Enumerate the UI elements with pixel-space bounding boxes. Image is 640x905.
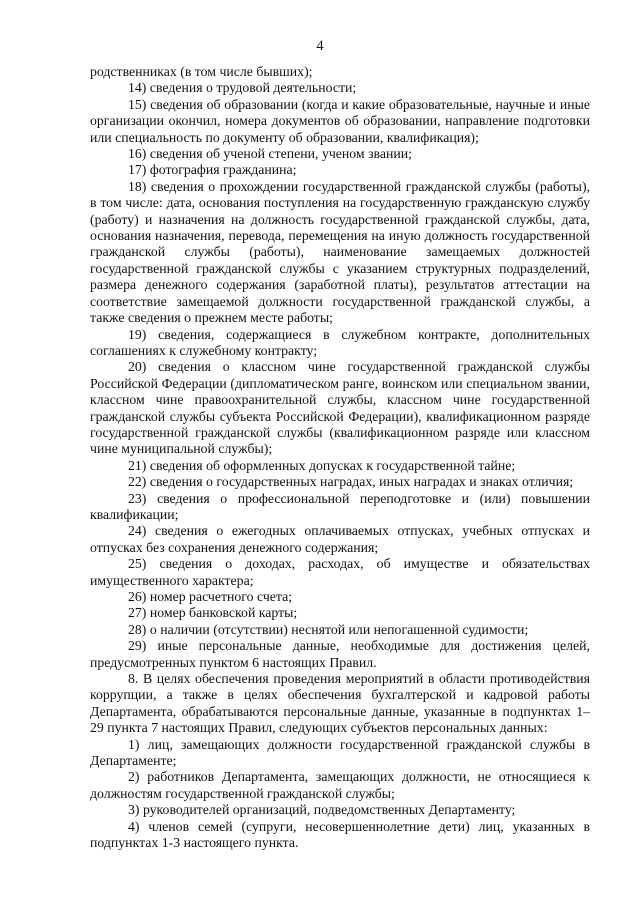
paragraph: 8. В целях обеспечения проведения мероприятий в области противодействия коррупции, а также в целях обеспечения бухгалтерской и кадровой работы Департамента, обрабатываются персональные данные, указанные в подпунктах 1–29 пункта 7 настоящих Правил, следующих субъектов персональных данных: <box>90 671 590 736</box>
paragraph: 19) сведения, содержащиеся в служебном контракте, дополнительных соглашениях к служебному контракту; <box>90 326 590 358</box>
paragraph: 3) руководителей организаций, подведомственных Департаменту; <box>128 802 516 818</box>
paragraph: 17) фотография гражданина; <box>128 162 297 178</box>
paragraph: 15) сведения об образовании (когда и какие образовательные, научные и иные организации окончил, номера документов об образовании, направление подготовки или специальность по документу об образовании, квалификация); <box>90 96 590 145</box>
paragraph: 2) работников Департамента, замещающих должности, не относящиеся к должностям государственной гражданской службы; <box>90 769 590 801</box>
paragraph: 21) сведения об оформленных допусках к государственной тайне; <box>128 457 516 473</box>
paragraph: 24) сведения о ежегодных оплачиваемых отпусках, учебных отпусках и отпусках без сохранения денежного содержания; <box>90 523 590 555</box>
paragraph: родственниках (в том числе бывших); <box>90 64 313 79</box>
paragraph: 1) лиц, замещающих должности государственной гражданской службы в Департаменте; <box>90 736 590 769</box>
paragraph: 25) сведения о доходах, расходах, об имуществе и обязательствах имущественного характера; <box>90 556 590 588</box>
paragraph: 18) сведения о прохождении государственной гражданской службы (работы), в том числе: дата, основания поступления на государственную гражданскую службу (работу) и назначения на должность государственной гражданской службы, дата, основания назначения, перевода, перемещения на иную должность государственной гражданской службы (работы), наименование замещаемых должностей государственной гражданской службы с указанием структурных подразделений, размера денежного содержания (заработной платы), результатов аттестации на соответствие замещаемой должности государственной гражданской службы, а также сведения о прежнем месте работы; <box>90 178 590 326</box>
paragraph: 23) сведения о профессиональной переподготовке и (или) повышении квалификации; <box>90 490 590 522</box>
paragraph: 27) номер банковской карты; <box>128 605 298 621</box>
paragraph: 29) иные персональные данные, необходимые для достижения целей, предусмотренных пунктом 6 настоящих Правил. <box>90 638 590 670</box>
document-body <box>90 64 590 852</box>
page-number: 4 <box>316 38 324 54</box>
paragraph: 20) сведения о классном чине государственной гражданской службы Российской Федерации (дипломатическом ранге, воинском или специальном звании, классном чине правоохранительной службы, классном чине государственной гражданской службы субъекта Российской Федерации), квалификационном разряде государственной гражданской службы (квалификационном разряде или классном чине муниципальной службы); <box>90 359 590 457</box>
paragraph: 14) сведения о трудовой деятельности; <box>128 80 357 96</box>
paragraph: 28) о наличии (отсутствии) неснятой или непогашенной судимости; <box>128 621 529 637</box>
paragraph: 16) сведения об ученой степени, ученом звании; <box>128 146 412 162</box>
paragraph: 4) членов семей (супруги, несовершеннолетние дети) лиц, указанных в подпунктах 1-3 настоящего пункта. <box>90 818 590 851</box>
paragraph: 26) номер расчетного счета; <box>128 589 293 604</box>
paragraph: 22) сведения о государственных наградах, иных наградах и знаках отличия; <box>128 474 574 490</box>
